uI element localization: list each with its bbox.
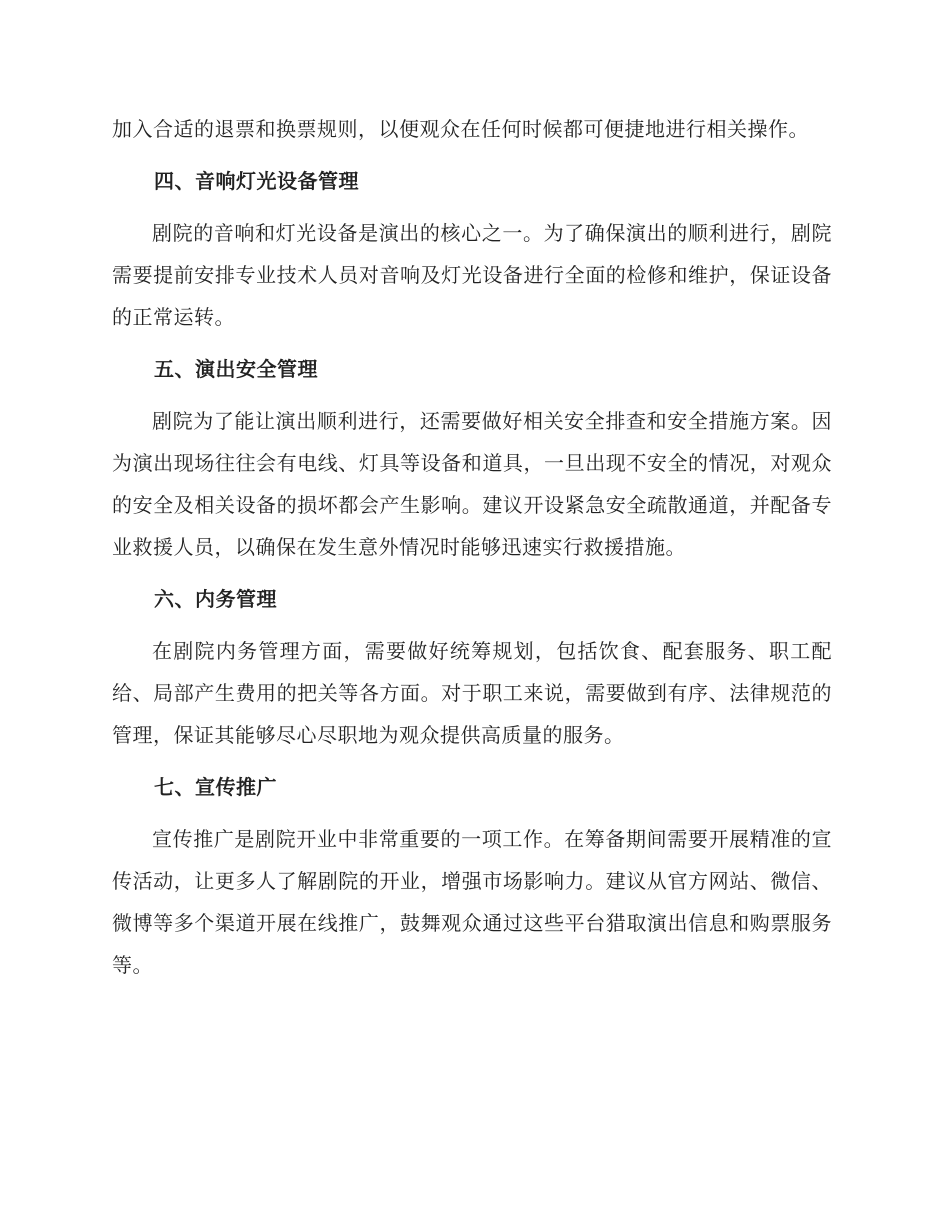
paragraph-performance-safety: 剧院为了能让演出顺利进行，还需要做好相关安全排查和安全措施方案。因为演出现场往往会有电线、灯具等设备和道具，一旦出现不安全的情况，对观众的安全及相关设备的损坏都会产生影响。建议开设紧急安全疏散通道，并配备专业救援人员，以确保在发生意外情况时能够迅速实行救援措施。: [112, 409, 832, 559]
paragraph-audio-lighting: 剧院的音响和灯光设备是演出的核心之一。为了确保演出的顺利进行，剧院需要提前安排专业技术人员对音响及灯光设备进行全面的检修和维护，保证设备的正常运转。: [112, 221, 832, 329]
heading-promotion: 七、宣传推广: [154, 775, 277, 799]
paragraph-refund-rules: 加入合适的退票和换票规则，以便观众在任何时候都可便捷地进行相关操作。: [112, 117, 809, 141]
paragraph-promotion: 宣传推广是剧院开业中非常重要的一项工作。在筹备期间需要开展精准的宣传活动，让更多人了解剧院的开业，增强市场影响力。建议从官方网站、微信、微博等多个渠道开展在线推广，鼓舞观众通过这些平台猎取演出信息和购票服务等。: [112, 827, 832, 977]
document-page: [112, 108, 832, 996]
heading-performance-safety: 五、演出安全管理: [154, 357, 318, 381]
heading-audio-lighting: 四、音响灯光设备管理: [154, 169, 359, 193]
heading-internal-affairs: 六、内务管理: [154, 587, 277, 611]
paragraph-internal-affairs: 在剧院内务管理方面，需要做好统筹规划，包括饮食、配套服务、职工配给、局部产生费用的把关等各方面。对于职工来说，需要做到有序、法律规范的管理，保证其能够尽心尽职地为观众提供高质量的服务。: [112, 639, 832, 747]
